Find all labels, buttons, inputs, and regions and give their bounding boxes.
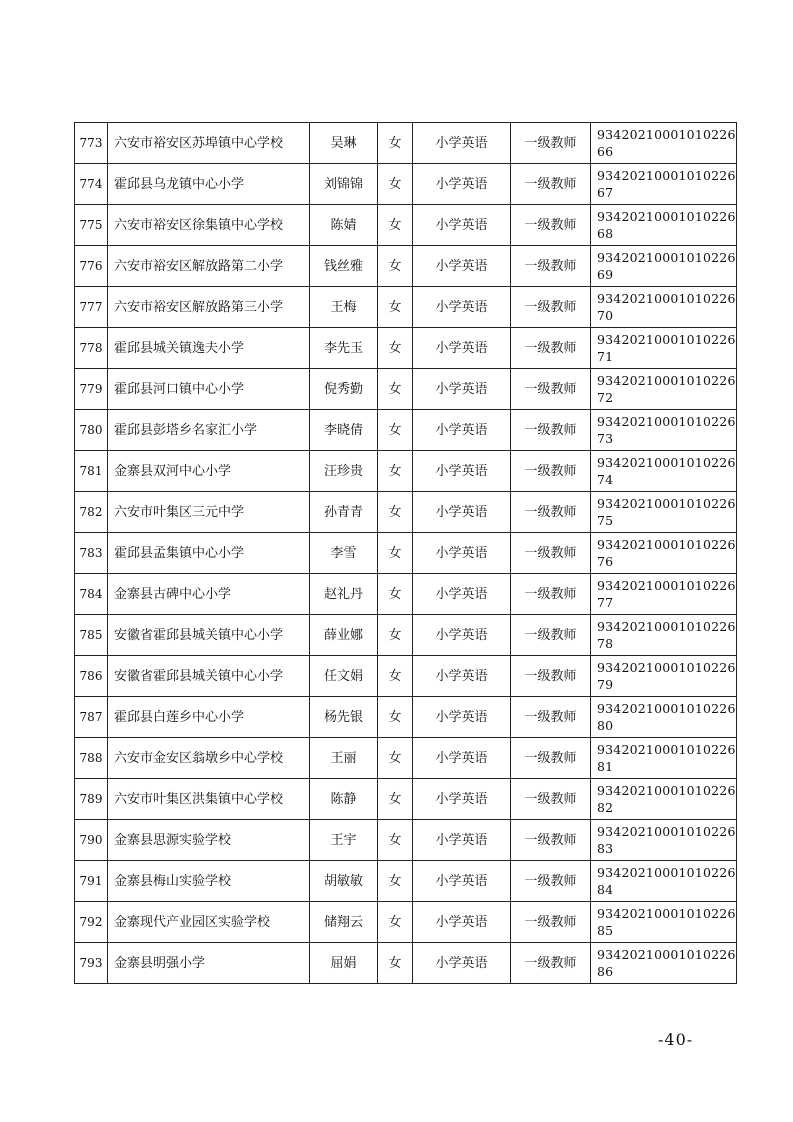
certificate-number-line-1: 93420210001010226 [597, 701, 736, 716]
professional-title-cell: 一级教师 [511, 533, 591, 574]
certificate-number-cell [591, 533, 737, 574]
row-index-cell: 784 [75, 574, 108, 615]
table-row [75, 164, 737, 205]
school-name-cell: 六安市裕安区解放路第三小学 [108, 287, 310, 328]
gender-cell: 女 [378, 574, 413, 615]
certificate-number-cell [591, 697, 737, 738]
gender-cell: 女 [378, 779, 413, 820]
school-name-cell: 六安市裕安区解放路第二小学 [108, 246, 310, 287]
teacher-name-cell: 李先玉 [310, 328, 378, 369]
certificate-number-cell [591, 123, 737, 164]
certificate-number-line-1: 93420210001010226 [597, 455, 736, 470]
certificate-number-line-2: 68 [597, 226, 614, 241]
school-name-cell: 金寨县古碑中心小学 [108, 574, 310, 615]
certificate-number-cell [591, 328, 737, 369]
teacher-name-cell: 吴琳 [310, 123, 378, 164]
row-index-cell: 787 [75, 697, 108, 738]
certificate-number-cell [591, 861, 737, 902]
certificate-number-line-1: 93420210001010226 [597, 209, 736, 224]
gender-cell: 女 [378, 328, 413, 369]
certificate-number-line-2: 80 [597, 718, 614, 733]
certificate-number-cell [591, 615, 737, 656]
gender-cell: 女 [378, 123, 413, 164]
certificate-number-line-1: 93420210001010226 [597, 496, 736, 511]
school-name-cell: 霍邱县河口镇中心小学 [108, 369, 310, 410]
subject-cell: 小学英语 [413, 902, 511, 943]
gender-cell: 女 [378, 943, 413, 984]
teacher-name-cell: 李雪 [310, 533, 378, 574]
teacher-name-cell: 胡敏敏 [310, 861, 378, 902]
teacher-name-cell: 汪珍贵 [310, 451, 378, 492]
gender-cell: 女 [378, 287, 413, 328]
subject-cell: 小学英语 [413, 820, 511, 861]
certificate-number-line-1: 93420210001010226 [597, 742, 736, 757]
professional-title-cell: 一级教师 [511, 205, 591, 246]
certificate-number-line-1: 93420210001010226 [597, 127, 736, 142]
school-name-cell: 六安市金安区翁墩乡中心学校 [108, 738, 310, 779]
gender-cell: 女 [378, 205, 413, 246]
table-row [75, 779, 737, 820]
professional-title-cell: 一级教师 [511, 287, 591, 328]
certificate-number-line-2: 72 [597, 390, 614, 405]
table-body [75, 123, 737, 984]
certificate-number-cell [591, 738, 737, 779]
professional-title-cell: 一级教师 [511, 123, 591, 164]
school-name-cell: 金寨县梅山实验学校 [108, 861, 310, 902]
certificate-number-line-1: 93420210001010226 [597, 250, 736, 265]
certificate-number-cell [591, 492, 737, 533]
certificate-number-cell [591, 820, 737, 861]
teacher-name-cell: 储翔云 [310, 902, 378, 943]
school-name-cell: 六安市叶集区洪集镇中心学校 [108, 779, 310, 820]
subject-cell: 小学英语 [413, 164, 511, 205]
subject-cell: 小学英语 [413, 205, 511, 246]
row-index-cell: 775 [75, 205, 108, 246]
row-index-cell: 780 [75, 410, 108, 451]
certificate-number-line-2: 66 [597, 144, 614, 159]
teacher-name-cell: 钱丝雅 [310, 246, 378, 287]
professional-title-cell: 一级教师 [511, 615, 591, 656]
school-name-cell: 六安市叶集区三元中学 [108, 492, 310, 533]
certificate-number-line-1: 93420210001010226 [597, 906, 736, 921]
subject-cell: 小学英语 [413, 615, 511, 656]
teacher-list-table-wrapper [74, 122, 737, 984]
table-row [75, 492, 737, 533]
subject-cell: 小学英语 [413, 123, 511, 164]
certificate-number-line-2: 76 [597, 554, 614, 569]
certificate-number-line-1: 93420210001010226 [597, 578, 736, 593]
teacher-name-cell: 陈婧 [310, 205, 378, 246]
certificate-number-line-2: 67 [597, 185, 614, 200]
table-row [75, 369, 737, 410]
row-index-cell: 782 [75, 492, 108, 533]
table-row [75, 205, 737, 246]
gender-cell: 女 [378, 492, 413, 533]
certificate-number-line-2: 71 [597, 349, 614, 364]
subject-cell: 小学英语 [413, 369, 511, 410]
professional-title-cell: 一级教师 [511, 410, 591, 451]
teacher-name-cell: 王宇 [310, 820, 378, 861]
subject-cell: 小学英语 [413, 574, 511, 615]
professional-title-cell: 一级教师 [511, 861, 591, 902]
professional-title-cell: 一级教师 [511, 246, 591, 287]
row-index-cell: 791 [75, 861, 108, 902]
certificate-number-cell [591, 369, 737, 410]
row-index-cell: 781 [75, 451, 108, 492]
gender-cell: 女 [378, 410, 413, 451]
professional-title-cell: 一级教师 [511, 369, 591, 410]
table-row [75, 820, 737, 861]
table-row [75, 615, 737, 656]
subject-cell: 小学英语 [413, 738, 511, 779]
school-name-cell: 安徽省霍邱县城关镇中心小学 [108, 615, 310, 656]
certificate-number-line-2: 73 [597, 431, 614, 446]
table-row [75, 410, 737, 451]
gender-cell: 女 [378, 697, 413, 738]
row-index-cell: 792 [75, 902, 108, 943]
row-index-cell: 789 [75, 779, 108, 820]
certificate-number-line-1: 93420210001010226 [597, 824, 736, 839]
subject-cell: 小学英语 [413, 779, 511, 820]
subject-cell: 小学英语 [413, 451, 511, 492]
teacher-name-cell: 任文娟 [310, 656, 378, 697]
school-name-cell: 霍邱县城关镇逸夫小学 [108, 328, 310, 369]
certificate-number-line-2: 74 [597, 472, 614, 487]
subject-cell: 小学英语 [413, 328, 511, 369]
table-row [75, 902, 737, 943]
certificate-number-cell [591, 779, 737, 820]
teacher-name-cell: 倪秀勤 [310, 369, 378, 410]
certificate-number-cell [591, 902, 737, 943]
professional-title-cell: 一级教师 [511, 656, 591, 697]
certificate-number-cell [591, 205, 737, 246]
teacher-name-cell: 刘锦锦 [310, 164, 378, 205]
certificate-number-cell [591, 287, 737, 328]
certificate-number-cell [591, 410, 737, 451]
school-name-cell: 金寨县思源实验学校 [108, 820, 310, 861]
certificate-number-line-2: 83 [597, 841, 614, 856]
certificate-number-line-2: 85 [597, 923, 614, 938]
professional-title-cell: 一级教师 [511, 574, 591, 615]
school-name-cell: 六安市裕安区苏埠镇中心学校 [108, 123, 310, 164]
row-index-cell: 773 [75, 123, 108, 164]
certificate-number-line-2: 86 [597, 964, 614, 979]
certificate-number-line-1: 93420210001010226 [597, 947, 736, 962]
certificate-number-line-2: 84 [597, 882, 614, 897]
row-index-cell: 783 [75, 533, 108, 574]
row-index-cell: 788 [75, 738, 108, 779]
subject-cell: 小学英语 [413, 656, 511, 697]
teacher-name-cell: 杨先银 [310, 697, 378, 738]
subject-cell: 小学英语 [413, 697, 511, 738]
school-name-cell: 霍邱县孟集镇中心小学 [108, 533, 310, 574]
table-row [75, 861, 737, 902]
gender-cell: 女 [378, 164, 413, 205]
row-index-cell: 776 [75, 246, 108, 287]
certificate-number-line-1: 93420210001010226 [597, 783, 736, 798]
row-index-cell: 778 [75, 328, 108, 369]
gender-cell: 女 [378, 820, 413, 861]
page-number: -40- [658, 1030, 694, 1049]
teacher-name-cell: 李晓倩 [310, 410, 378, 451]
teacher-list-table [74, 122, 737, 984]
certificate-number-line-2: 79 [597, 677, 614, 692]
certificate-number-line-2: 70 [597, 308, 614, 323]
certificate-number-cell [591, 656, 737, 697]
table-row [75, 943, 737, 984]
teacher-name-cell: 赵礼丹 [310, 574, 378, 615]
teacher-name-cell: 王梅 [310, 287, 378, 328]
table-row [75, 574, 737, 615]
certificate-number-line-1: 93420210001010226 [597, 865, 736, 880]
professional-title-cell: 一级教师 [511, 738, 591, 779]
teacher-name-cell: 屈娟 [310, 943, 378, 984]
row-index-cell: 777 [75, 287, 108, 328]
gender-cell: 女 [378, 615, 413, 656]
certificate-number-line-2: 69 [597, 267, 614, 282]
certificate-number-line-1: 93420210001010226 [597, 660, 736, 675]
table-row [75, 656, 737, 697]
professional-title-cell: 一级教师 [511, 164, 591, 205]
gender-cell: 女 [378, 738, 413, 779]
gender-cell: 女 [378, 533, 413, 574]
professional-title-cell: 一级教师 [511, 902, 591, 943]
school-name-cell: 霍邱县白莲乡中心小学 [108, 697, 310, 738]
table-row [75, 123, 737, 164]
gender-cell: 女 [378, 656, 413, 697]
certificate-number-line-1: 93420210001010226 [597, 373, 736, 388]
certificate-number-line-2: 75 [597, 513, 614, 528]
row-index-cell: 785 [75, 615, 108, 656]
subject-cell: 小学英语 [413, 533, 511, 574]
certificate-number-line-1: 93420210001010226 [597, 332, 736, 347]
row-index-cell: 793 [75, 943, 108, 984]
table-row [75, 246, 737, 287]
teacher-name-cell: 王丽 [310, 738, 378, 779]
professional-title-cell: 一级教师 [511, 697, 591, 738]
table-row [75, 328, 737, 369]
certificate-number-line-1: 93420210001010226 [597, 168, 736, 183]
table-row [75, 287, 737, 328]
row-index-cell: 779 [75, 369, 108, 410]
school-name-cell: 安徽省霍邱县城关镇中心小学 [108, 656, 310, 697]
professional-title-cell: 一级教师 [511, 328, 591, 369]
table-row [75, 697, 737, 738]
subject-cell: 小学英语 [413, 410, 511, 451]
school-name-cell: 金寨县双河中心小学 [108, 451, 310, 492]
subject-cell: 小学英语 [413, 861, 511, 902]
certificate-number-cell [591, 164, 737, 205]
teacher-name-cell: 孙青青 [310, 492, 378, 533]
school-name-cell: 霍邱县乌龙镇中心小学 [108, 164, 310, 205]
school-name-cell: 金寨县明强小学 [108, 943, 310, 984]
certificate-number-line-1: 93420210001010226 [597, 414, 736, 429]
table-row [75, 533, 737, 574]
certificate-number-line-2: 81 [597, 759, 614, 774]
school-name-cell: 霍邱县彭塔乡名家汇小学 [108, 410, 310, 451]
certificate-number-cell [591, 246, 737, 287]
gender-cell: 女 [378, 451, 413, 492]
professional-title-cell: 一级教师 [511, 943, 591, 984]
certificate-number-line-2: 78 [597, 636, 614, 651]
professional-title-cell: 一级教师 [511, 820, 591, 861]
gender-cell: 女 [378, 861, 413, 902]
certificate-number-line-1: 93420210001010226 [597, 537, 736, 552]
certificate-number-cell [591, 451, 737, 492]
school-name-cell: 六安市裕安区徐集镇中心学校 [108, 205, 310, 246]
subject-cell: 小学英语 [413, 246, 511, 287]
subject-cell: 小学英语 [413, 287, 511, 328]
school-name-cell: 金寨现代产业园区实验学校 [108, 902, 310, 943]
gender-cell: 女 [378, 246, 413, 287]
row-index-cell: 786 [75, 656, 108, 697]
teacher-name-cell: 薛业娜 [310, 615, 378, 656]
table-row [75, 451, 737, 492]
row-index-cell: 790 [75, 820, 108, 861]
teacher-name-cell: 陈静 [310, 779, 378, 820]
table-row [75, 738, 737, 779]
certificate-number-line-1: 93420210001010226 [597, 291, 736, 306]
professional-title-cell: 一级教师 [511, 451, 591, 492]
row-index-cell: 774 [75, 164, 108, 205]
certificate-number-line-1: 93420210001010226 [597, 619, 736, 634]
subject-cell: 小学英语 [413, 492, 511, 533]
certificate-number-line-2: 82 [597, 800, 614, 815]
certificate-number-cell [591, 943, 737, 984]
gender-cell: 女 [378, 369, 413, 410]
certificate-number-cell [591, 574, 737, 615]
certificate-number-line-2: 77 [597, 595, 614, 610]
professional-title-cell: 一级教师 [511, 492, 591, 533]
subject-cell: 小学英语 [413, 943, 511, 984]
gender-cell: 女 [378, 902, 413, 943]
professional-title-cell: 一级教师 [511, 779, 591, 820]
